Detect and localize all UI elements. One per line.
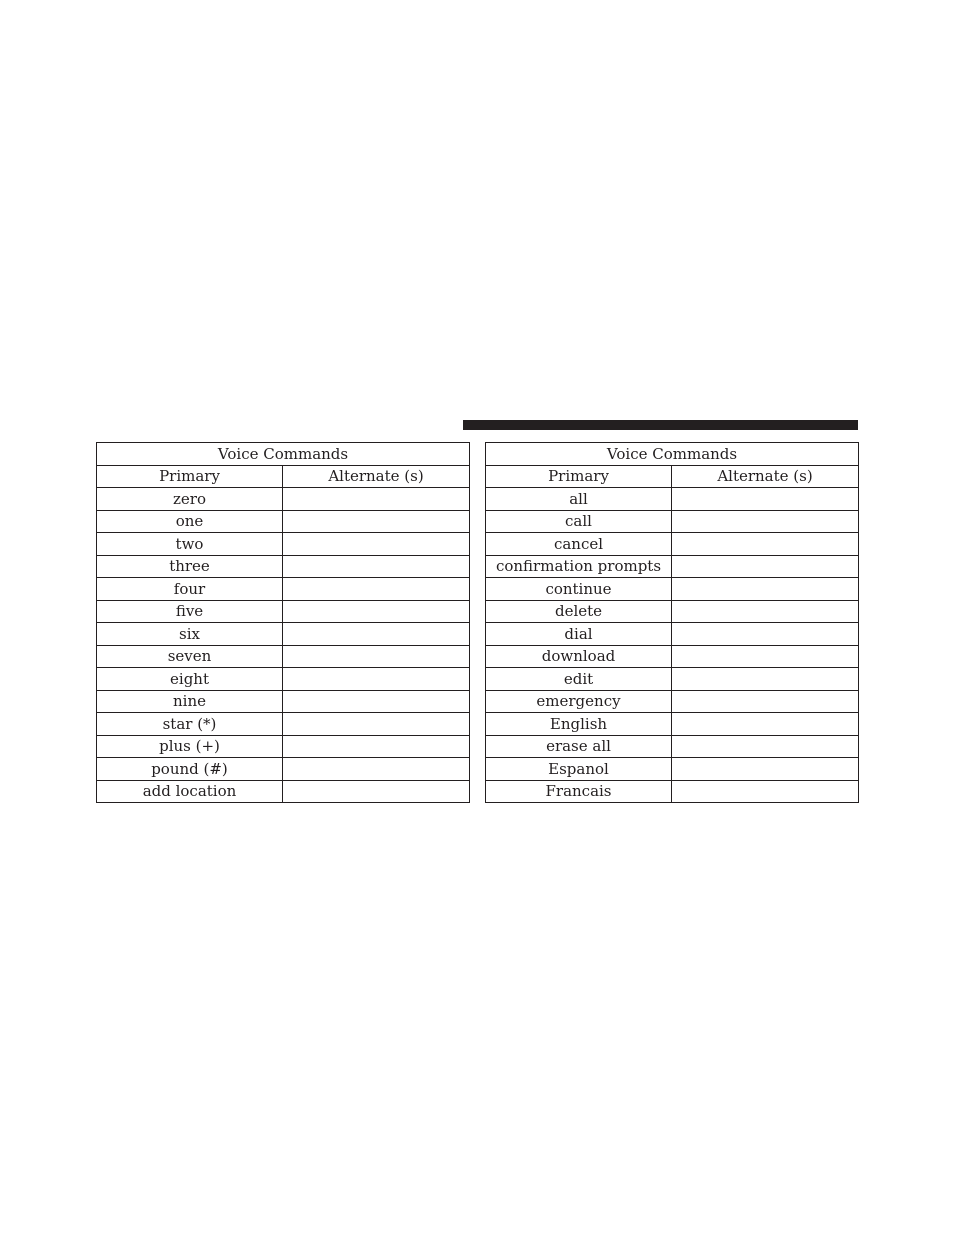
primary-cell: cancel [486, 533, 672, 556]
primary-cell: confirmation prompts [486, 555, 672, 578]
table-row [97, 533, 470, 556]
table-row [486, 713, 859, 736]
alternate-cell [672, 600, 859, 623]
alternate-cell [283, 758, 470, 781]
alternate-cell [672, 623, 859, 646]
alternate-cell [672, 645, 859, 668]
table-row [486, 600, 859, 623]
table-row [97, 713, 470, 736]
table-row [486, 533, 859, 556]
primary-cell: Francais [486, 780, 672, 803]
primary-cell: star (*) [97, 713, 283, 736]
primary-cell: emergency [486, 690, 672, 713]
primary-cell: Espanol [486, 758, 672, 781]
table-row [97, 510, 470, 533]
primary-cell: one [97, 510, 283, 533]
alternate-cell [283, 488, 470, 511]
alternate-cell [672, 690, 859, 713]
primary-cell: six [97, 623, 283, 646]
primary-cell: two [97, 533, 283, 556]
table-row [97, 690, 470, 713]
primary-cell: pound (#) [97, 758, 283, 781]
table-row [486, 488, 859, 511]
alternate-cell [283, 533, 470, 556]
table-row [486, 555, 859, 578]
table-row [486, 735, 859, 758]
voice-commands-table-left [96, 442, 470, 803]
alternate-cell [672, 510, 859, 533]
alternate-cell [283, 780, 470, 803]
primary-cell: plus (+) [97, 735, 283, 758]
table-header-row [97, 465, 470, 488]
table-row [486, 510, 859, 533]
table-row [97, 780, 470, 803]
table-title-row [486, 443, 859, 466]
primary-cell: edit [486, 668, 672, 691]
alternate-cell [283, 555, 470, 578]
table-row [486, 578, 859, 601]
alternate-cell [672, 735, 859, 758]
alternate-cell [672, 533, 859, 556]
primary-cell: add location [97, 780, 283, 803]
table-row [97, 555, 470, 578]
column-header-alternate: Alternate (s) [283, 465, 470, 488]
primary-cell: three [97, 555, 283, 578]
column-header-primary: Primary [486, 465, 672, 488]
table-row [97, 600, 470, 623]
primary-cell: English [486, 713, 672, 736]
table-row [486, 780, 859, 803]
primary-cell: four [97, 578, 283, 601]
table-row [97, 735, 470, 758]
primary-cell: delete [486, 600, 672, 623]
table-header-row [486, 465, 859, 488]
alternate-cell [283, 510, 470, 533]
table-row [486, 645, 859, 668]
primary-cell: dial [486, 623, 672, 646]
alternate-cell [283, 735, 470, 758]
alternate-cell [672, 758, 859, 781]
primary-cell: zero [97, 488, 283, 511]
alternate-cell [672, 668, 859, 691]
table-row [486, 758, 859, 781]
voice-commands-table-right [485, 442, 859, 803]
section-header-bar [463, 420, 858, 430]
table-row [486, 668, 859, 691]
primary-cell: all [486, 488, 672, 511]
alternate-cell [672, 713, 859, 736]
primary-cell: call [486, 510, 672, 533]
table-row [486, 623, 859, 646]
table-title: Voice Commands [97, 443, 470, 466]
alternate-cell [672, 578, 859, 601]
table-row [97, 645, 470, 668]
column-header-primary: Primary [97, 465, 283, 488]
table-row [97, 623, 470, 646]
alternate-cell [283, 578, 470, 601]
alternate-cell [672, 488, 859, 511]
alternate-cell [672, 780, 859, 803]
primary-cell: continue [486, 578, 672, 601]
alternate-cell [283, 668, 470, 691]
column-header-alternate: Alternate (s) [672, 465, 859, 488]
table-row [97, 488, 470, 511]
alternate-cell [283, 623, 470, 646]
primary-cell: seven [97, 645, 283, 668]
alternate-cell [283, 713, 470, 736]
table-row [486, 690, 859, 713]
table-row [97, 668, 470, 691]
table-row [97, 758, 470, 781]
primary-cell: erase all [486, 735, 672, 758]
primary-cell: five [97, 600, 283, 623]
alternate-cell [283, 645, 470, 668]
alternate-cell [672, 555, 859, 578]
table-title-row [97, 443, 470, 466]
primary-cell: nine [97, 690, 283, 713]
primary-cell: download [486, 645, 672, 668]
alternate-cell [283, 690, 470, 713]
alternate-cell [283, 600, 470, 623]
primary-cell: eight [97, 668, 283, 691]
table-row [97, 578, 470, 601]
table-title: Voice Commands [486, 443, 859, 466]
